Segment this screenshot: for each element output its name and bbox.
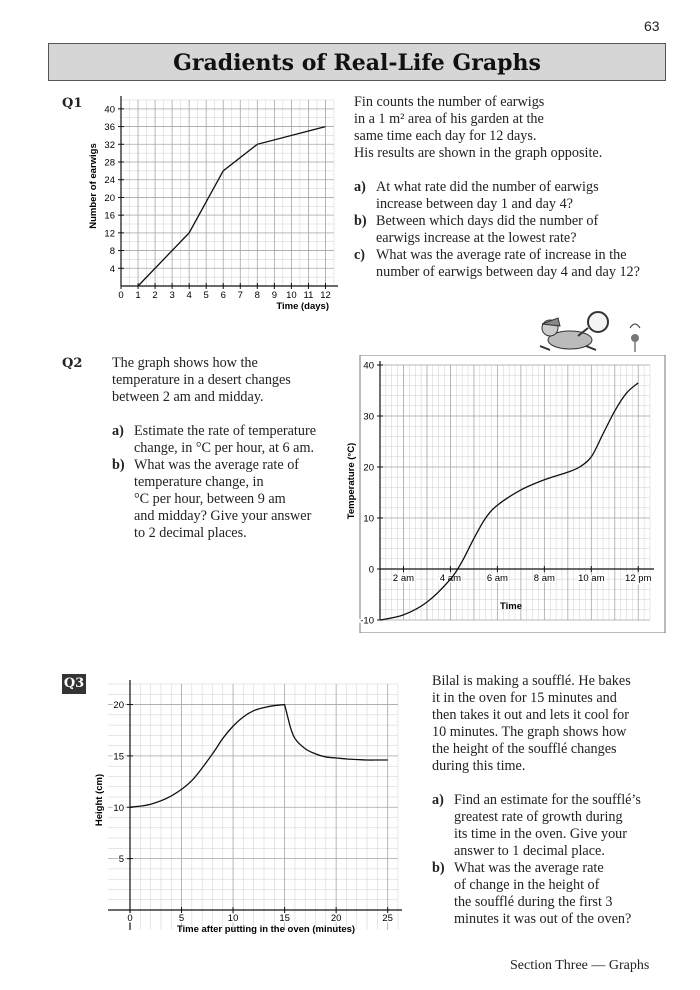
y-tick-label: 28 — [104, 157, 115, 169]
x-tick-label: 11 — [303, 290, 314, 301]
section-footer: Section Three — Graphs — [510, 958, 650, 973]
part-line: temperature change, in — [134, 474, 264, 490]
q1-grid — [121, 100, 334, 286]
q3-label: Q3 — [62, 674, 86, 694]
q3-text — [432, 673, 682, 928]
q3-chart — [88, 672, 408, 940]
q1-axes — [121, 96, 338, 286]
y-tick-label: 30 — [363, 411, 374, 423]
part-line: and midday? Give your answer — [134, 508, 312, 524]
y-tick-label: 20 — [363, 462, 374, 474]
x-tick-label: 3 — [169, 290, 175, 301]
y-tick-label: 5 — [118, 854, 124, 866]
part-line: of change in the height of — [454, 877, 600, 893]
q3-intro-line: during this time. — [432, 758, 526, 774]
part-label: a) — [112, 423, 124, 439]
q1-x-axis-label: Time (days) — [276, 301, 329, 312]
y-tick-label: 16 — [104, 210, 115, 222]
x-tick-label: 1 — [135, 290, 141, 301]
x-tick-label: 2 am — [392, 573, 415, 584]
q3-x-axis-label: Time after putting in the oven (minutes) — [176, 924, 356, 935]
x-tick-label: 0 — [118, 290, 124, 301]
y-tick-label: 40 — [104, 104, 115, 116]
q2-y-axis-label: Temperature (°C) — [346, 442, 357, 520]
q1-part-1 — [354, 213, 684, 247]
q2-text — [112, 355, 342, 542]
x-tick-label: 5 — [178, 913, 185, 924]
y-tick-label: 10 — [113, 802, 124, 814]
q1-part-2 — [354, 247, 684, 281]
part-line: °C per hour, between 9 am — [134, 491, 286, 507]
x-tick-label: 20 — [330, 913, 342, 924]
q3-intro-line: the height of the soufflé changes — [432, 741, 617, 757]
y-tick-label: -10 — [360, 615, 374, 627]
x-tick-label: 9 — [271, 290, 278, 301]
part-line: to 2 decimal places. — [134, 525, 247, 541]
part-line: Estimate the rate of temperature — [134, 423, 316, 439]
part-label: a) — [432, 792, 444, 808]
x-tick-label: 6 am — [486, 573, 508, 584]
part-line: the soufflé during the first 3 — [454, 894, 613, 910]
part-line: Find an estimate for the soufflé’s — [454, 792, 641, 808]
q3-intro-line: 10 minutes. The graph shows how — [432, 724, 627, 740]
part-label: b) — [112, 457, 125, 473]
x-tick-label: 2 — [152, 290, 158, 301]
chart-frame — [360, 355, 665, 633]
q2-ticks — [360, 361, 651, 627]
q1-intro — [354, 94, 684, 162]
x-tick-label: 0 — [127, 913, 133, 924]
x-tick-label: 12 — [320, 290, 331, 301]
part-line: Between which days did the number of — [376, 213, 599, 229]
page-number: 63 — [644, 18, 660, 34]
q1-y-axis-label: Number of earwigs — [88, 143, 99, 229]
page-title: Gradients of Real-Life Graphs — [173, 50, 541, 76]
x-tick-label: 5 — [203, 290, 209, 301]
q3-intro-line: then takes it out and lets it cool for — [432, 707, 630, 723]
q2-parts — [112, 423, 342, 542]
x-tick-label: 8 — [254, 290, 260, 301]
q1-intro-line: same time each day for 12 days. — [354, 128, 537, 144]
part-label: b) — [432, 860, 445, 876]
part-line: earwigs increase at the lowest rate? — [376, 230, 577, 246]
y-tick-label: 20 — [104, 192, 115, 204]
part-line: minutes it was out of the oven? — [454, 911, 632, 927]
part-line: increase between day 1 and day 4? — [376, 196, 573, 212]
q2-intro — [112, 355, 342, 406]
q3-ticks — [113, 700, 393, 924]
q3-intro-line: Bilal is making a soufflé. He bakes — [432, 673, 631, 689]
x-tick-label: 12 pm — [625, 573, 652, 584]
y-tick-label: 20 — [113, 700, 124, 712]
y-tick-label: 36 — [104, 122, 115, 134]
part-line: number of earwigs between day 4 and day 12? — [376, 264, 640, 280]
x-tick-label: 15 — [279, 913, 290, 924]
q3-part-0 — [432, 792, 682, 860]
x-tick-label: 10 — [227, 913, 239, 924]
q1-text — [354, 94, 684, 281]
q2-part-0 — [112, 423, 342, 457]
part-line: What was the average rate of increase in the — [376, 247, 627, 263]
q1-label: Q1 — [62, 96, 83, 111]
q1-intro-line: Fin counts the number of earwigs — [354, 94, 545, 110]
q3-y-axis-label: Height (cm) — [94, 773, 105, 827]
x-tick-label: 10 — [286, 290, 297, 301]
y-tick-label: 15 — [113, 751, 124, 763]
part-label: c) — [354, 247, 366, 263]
q2-intro-line: The graph shows how the — [112, 355, 258, 371]
q3-parts — [432, 792, 682, 928]
x-tick-label: 25 — [382, 913, 393, 924]
y-tick-label: 0 — [368, 564, 374, 576]
q2-grid — [360, 355, 665, 633]
q2-intro-line: between 2 am and midday. — [112, 389, 264, 405]
y-tick-label: 24 — [104, 175, 115, 187]
x-tick-label: 6 — [220, 290, 226, 301]
part-line: What was the average rate of — [134, 457, 300, 473]
y-tick-label: 40 — [363, 360, 374, 372]
part-label: b) — [354, 213, 367, 229]
q2-chart — [340, 355, 670, 633]
part-line: At what rate did the number of earwigs — [376, 179, 599, 195]
y-tick-label: 10 — [363, 513, 374, 525]
q3-part-1 — [432, 860, 682, 928]
x-tick-label: 4 am — [439, 573, 461, 584]
q3-intro — [432, 673, 682, 775]
y-tick-label: 12 — [104, 228, 115, 240]
q1-chart — [84, 96, 346, 318]
y-tick-label: 32 — [104, 139, 115, 151]
q3-intro-line: it in the oven for 15 minutes and — [432, 690, 617, 706]
q2-part-1 — [112, 457, 342, 542]
part-line: greatest rate of growth during — [454, 809, 623, 825]
q2-label: Q2 — [62, 356, 83, 371]
q1-intro-line: in a 1 m² area of his garden at the — [354, 111, 544, 127]
part-line: its time in the oven. Give your — [454, 826, 627, 842]
part-label: a) — [354, 179, 366, 195]
q3-axes — [108, 680, 402, 930]
x-tick-label: 4 — [186, 290, 192, 301]
x-tick-label: 10 am — [578, 573, 605, 584]
q1-intro-line: His results are shown in the graph opposite. — [354, 145, 603, 161]
q2-intro-line: temperature in a desert changes — [112, 372, 291, 388]
q1-part-0 — [354, 179, 684, 213]
q1-parts — [354, 179, 684, 281]
detective-illustration — [530, 298, 660, 356]
x-tick-label: 7 — [237, 290, 243, 301]
q3-grid — [108, 684, 398, 930]
q2-x-axis-label: Time — [499, 601, 523, 612]
title-banner — [48, 43, 666, 81]
y-tick-label: 4 — [109, 263, 115, 275]
x-tick-label: 8 am — [533, 573, 555, 584]
part-line: change, in °C per hour, at 6 am. — [134, 440, 315, 456]
y-tick-label: 8 — [109, 246, 115, 258]
part-line: What was the average rate — [454, 860, 604, 876]
part-line: answer to 1 decimal place. — [454, 843, 605, 859]
